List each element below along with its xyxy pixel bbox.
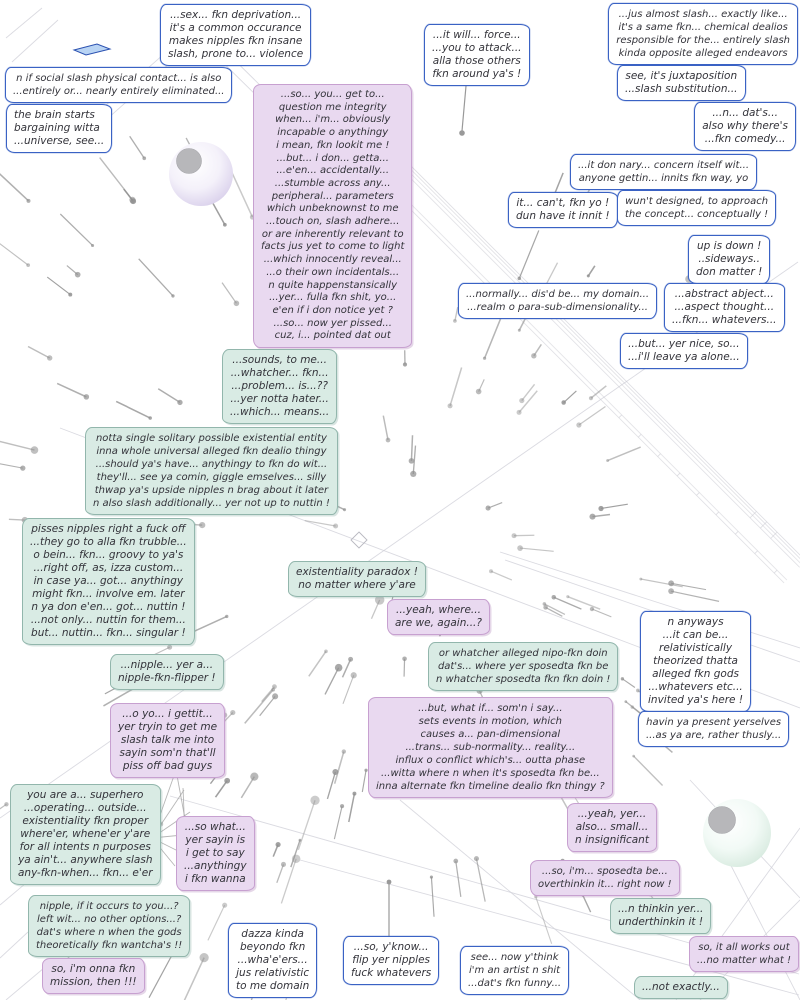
bubble-text-line: ...normally... dis'd be... my domain... [466, 289, 650, 300]
bubble-text-line: ...stumble across any... [274, 177, 391, 189]
bubble-text-line: e'en if i don notice yet ? [272, 304, 393, 316]
bubble-text-line: facts jus yet to come to light [261, 241, 405, 253]
bubble-text-line: ...wha'e'ers... [237, 954, 308, 966]
bubble-text-line: ...so, y'know... [353, 941, 429, 953]
bubble-text-line: where'er, whene'er y'are [20, 828, 151, 840]
bubble-text-line: existentiality fkn proper [22, 815, 149, 827]
bubble-text-line: ya ain't... anywhere slash [18, 854, 153, 866]
speech-bubble-force-you-to-attack [424, 24, 530, 86]
bubble-text-line: ...n... dat's... [712, 107, 778, 119]
bubble-text-line: overthinkin it... right now ! [538, 879, 672, 890]
bubble-text-line: don matter ! [696, 266, 763, 278]
bubble-text-line: ...trans... sub-normality... reality... [405, 742, 576, 753]
bubble-text-line: ...abstract abject... [674, 288, 774, 300]
bubble-text-line: you are a... superhero [27, 789, 144, 801]
bubble-text-line: ...aspect thought... [674, 301, 775, 313]
bubble-text-line: underthinkin it ! [618, 916, 704, 928]
speech-bubble-sounds-to-me [222, 349, 337, 424]
bubble-text-line: ...nipple... yer a... [120, 659, 214, 671]
bubble-text-line: ...as ya are, rather thusly... [646, 730, 782, 741]
bubble-text-line: ...o their own incidentals... [266, 266, 400, 278]
bubble-text-line: flip yer nipples [352, 954, 431, 966]
bubble-text-line: which unbeknownst to me [266, 203, 399, 215]
bubble-text-line: ...o yo... i gettit... [122, 708, 213, 720]
bubble-text-line: dat's... where yer sposedta fkn be [437, 661, 609, 672]
speech-bubble-juxtaposition [617, 65, 746, 101]
speech-bubble-up-is-down [688, 235, 770, 284]
bubble-text-line: ...so... you... get to... [280, 89, 385, 100]
bubble-text-line: influx o conflict which's... outta phase [395, 755, 586, 766]
speech-bubble-jus-almost-slash [608, 3, 798, 65]
speech-bubble-brain-bargains [6, 104, 112, 153]
bubble-text-line: ...universe, see... [14, 135, 105, 147]
bubble-text-line: slash, prone to... violence [168, 48, 304, 60]
bubble-text-line: for all intents n purposes [19, 841, 151, 853]
bubble-text-line: ...yeah, yer... [577, 808, 647, 820]
bubble-text-line: ...no matter what ! [696, 955, 791, 966]
bubble-text-line: ...n thinkin yer... [618, 903, 704, 915]
speech-bubble-social-contact [5, 67, 232, 103]
bubble-text-line: cuz, i... pointed dat out [274, 330, 391, 342]
bubble-text-line: dun have it innit ! [516, 210, 610, 222]
bubble-text-line: see, it's juxtaposition [625, 70, 738, 82]
bubble-text-line: also why there's [702, 120, 788, 132]
bubble-text-line: ...yer... fulla fkn shit, yo... [269, 292, 397, 304]
bubble-text-line: are we, again...? [395, 617, 482, 629]
speech-bubble-nipo-fkn-doin [428, 642, 618, 691]
bubble-text-line: ...whatcher... fkn... [230, 367, 329, 379]
bubble-text-line: in case ya... got... anythingy [33, 575, 184, 587]
bubble-text-line: nipple-fkn-flipper ! [118, 672, 216, 684]
bubble-text-line: peripheral... parameters [271, 190, 394, 202]
bubble-text-line: ...fkn comedy... [704, 133, 786, 145]
bubble-text-line: pisses nipples right a fuck off [31, 523, 186, 535]
bubble-text-line: responsible for the... entirely slash [616, 35, 790, 46]
bubble-text-line: yer tryin to get me [118, 721, 218, 733]
bubble-text-line: ...it don nary... concern itself wit... [578, 160, 750, 171]
bubble-text-line: or are inherently relevant to [261, 228, 404, 240]
bubble-text-line: theorized thatta [653, 655, 738, 667]
speech-bubble-pan-dimensional-what-if [368, 697, 613, 798]
bubble-text-line: when... i'm... obviously [275, 114, 391, 126]
speech-bubble-gods-invited-ya [640, 611, 751, 712]
speech-bubble-underthinkin-it [610, 898, 711, 934]
speech-bubble-why-theres-comedy [694, 102, 796, 151]
bubble-text-line: n anyways [667, 616, 724, 628]
bubble-text-line: sets events in motion, which [418, 716, 562, 727]
speech-bubble-nipple-flipper [110, 654, 224, 690]
bubble-text-line: ...but... i don... getta... [276, 152, 389, 164]
bubble-text-line: ...yer notta hater... [230, 393, 329, 405]
bubble-text-line: ...problem... is...?? [231, 380, 328, 392]
bubble-text-line: no matter where y'are [298, 579, 416, 591]
bubble-text-line: so, it all works out [698, 942, 790, 953]
bubble-text-line: n ya don e'en... got... nuttin ! [31, 601, 186, 613]
bubble-text-line: n if social slash physical contact... is also [16, 73, 222, 84]
bubble-text-line: i mean, fkn lookit me ! [276, 139, 390, 151]
bubble-text-line: or whatcher alleged nipo-fkn doin [438, 648, 608, 659]
bubble-text-line: ...so... now yer pissed... [273, 317, 392, 329]
speech-bubble-abstract-abject [664, 283, 785, 332]
bubble-text-line: ...operating... outside... [23, 802, 147, 814]
bubble-text-line: n quite happenstansically [268, 279, 397, 291]
speech-bubble-my-domain [458, 283, 657, 319]
bubble-text-line: piss off bad guys [122, 760, 213, 772]
speech-bubble-small-insignificant [567, 803, 657, 852]
speech-bubble-yeah-where-are-we [387, 599, 490, 635]
bubble-text-line: it... can't, fkn yo ! [516, 197, 610, 209]
bubble-text-line: the brain starts [14, 109, 95, 121]
bubble-text-line: fuck whatevers [351, 967, 432, 979]
bubble-text-line: jus relativistic [236, 967, 310, 979]
bubble-text-line: n whatcher sposedta fkn fkn doin ! [436, 674, 611, 685]
bubble-text-line: i'm an artist n shit [469, 965, 561, 976]
bubble-text-line: mission, then !!! [50, 976, 137, 988]
bubble-text-line: ...e'en... accidentally... [276, 165, 390, 177]
bubble-text-line: invited ya's here ! [648, 694, 744, 706]
speech-bubble-wunt-designed [617, 190, 776, 226]
speech-bubble-onna-mission [42, 958, 145, 994]
bubble-text-line: ...entirely or... nearly entirely eliminated... [13, 86, 225, 97]
bubble-text-line: yer sayin is [185, 834, 246, 846]
speech-bubble-artist-n-shit [460, 946, 569, 995]
bubble-text-line: bargaining witta [14, 122, 100, 134]
bubble-text-line: havin ya present yerselves [646, 717, 782, 728]
bubble-text-line: wun't designed, to approach [625, 196, 769, 207]
bubble-text-line: left wit... no other options...? [37, 914, 182, 925]
bubble-text-line: n also slash additionally... yer not up to nuttin ! [93, 498, 330, 509]
bubble-text-line: ...realm o para-sub-dimensionality... [467, 302, 648, 313]
bubble-text-line: ...should ya's have... anythingy to fkn do wit... [95, 459, 328, 470]
bubble-text-line: also... small... [575, 821, 649, 833]
bubble-text-line: it's a same fkn... chemical dealios [618, 22, 788, 33]
bubble-text-line: ...touch on, slash adhere... [266, 216, 400, 228]
bubble-text-line: might fkn... involve em. later [32, 588, 185, 600]
speech-bubble-pisses-nipples-off [22, 518, 195, 645]
bubble-text-line: slash talk me into [120, 734, 215, 746]
bubble-text-line: alla those others [432, 55, 521, 67]
bubble-text-line: causes a... pan-dimensional [420, 729, 561, 740]
bubble-text-line: ...sounds, to me... [232, 354, 327, 366]
bubble-text-line: alleged fkn gods [652, 668, 739, 680]
bubble-text-line: ...they go to alla fkn trubble... [30, 536, 187, 548]
bubble-text-line: fkn around ya's ! [432, 68, 522, 80]
bubble-text-line: notta single solitary possible existential entity [95, 433, 327, 444]
bubble-text-line: relativistically [659, 642, 733, 654]
bubble-text-line: nipple, if it occurs to you...? [39, 901, 179, 912]
bubble-text-line: to me domain [236, 980, 310, 992]
bubble-text-line: ...whatevers etc... [648, 681, 743, 693]
bubble-text-line: ...which... means... [230, 406, 330, 418]
bubble-text-line: ...right off, as, izza custom... [33, 562, 184, 574]
bubble-text-line: n insignificant [575, 834, 649, 846]
speech-bubble-piss-off-bad-guys [110, 703, 225, 778]
bubble-text-line: inna whole universal alleged fkn dealio thingy [96, 446, 327, 457]
bubble-text-line: question me integrity [278, 101, 387, 113]
speech-bubble-existentiality-paradox [288, 561, 426, 597]
bubble-text-line: ...it can be... [662, 629, 729, 641]
bubble-text-line: incapable o anythingy [277, 127, 389, 139]
bubble-text-line: ...but... yer nice, so... [628, 338, 740, 350]
bubble-text-line: ...anythingy [184, 860, 247, 872]
bubble-text-line: anyone gettin... innits fkn way, yo [578, 173, 749, 184]
bubble-text-line: the concept... conceptually ! [625, 209, 769, 220]
bubble-text-line: ...yeah, where... [396, 604, 481, 616]
speech-bubble-cant-fkn-yo [508, 192, 618, 228]
bubble-text-line: ...jus almost slash... exactly like... [618, 9, 788, 20]
speech-bubble-sex-deprivation [160, 4, 311, 66]
bubble-text-line: so, i'm onna fkn [51, 963, 136, 975]
bubble-text-line: ...it will... force... [432, 29, 521, 41]
bubble-text-line: ..sideways.. [698, 253, 760, 265]
bubble-text-line: up is down ! [697, 240, 762, 252]
bubble-text-line: ...not only... nuttin for them... [30, 614, 186, 626]
bubble-text-line: sayin som'n that'll [119, 747, 216, 759]
bubble-text-line: makes nipples fkn insane [168, 35, 303, 47]
bubble-text-line: thwap ya's upside nipples n brag about it later [94, 485, 329, 496]
bubble-text-line: dat's where n when the gods [36, 927, 182, 938]
speech-bubble-question-me-integrity [253, 84, 412, 348]
bubble-text-line: ...slash substitution... [625, 83, 738, 95]
bubble-text-line: ...which innocently reveal... [263, 254, 402, 266]
bubble-text-line: beyondo fkn [239, 941, 306, 953]
speech-bubble-leave-ya-alone [620, 333, 748, 369]
bubble-text-line: inna alternate fkn timeline dealio fkn thingy ? [376, 781, 605, 792]
bubble-text-line: ...fkn... whatevers... [672, 314, 777, 326]
bubble-text-line: ...witta where n when it's sposedta fkn be... [380, 768, 600, 779]
bubble-text-line: ...so, i'm... sposedta be... [541, 866, 668, 877]
bubble-text-line: existentiality paradox ! [296, 566, 418, 578]
bubble-text-line: ...but, what if... som'n i say... [418, 703, 563, 714]
speech-bubble-overthinkin-it [530, 860, 680, 896]
bubble-text-line: o bein... fkn... groovy to ya's [33, 549, 184, 561]
speech-bubble-gods-wantcha [28, 895, 190, 957]
bubble-text-line: ...so what... [184, 821, 246, 833]
bubble-text-line: ...dat's fkn funny... [468, 978, 562, 989]
bubble-text-line: see... now y'think [470, 952, 559, 963]
speech-bubble-beyondo-fkn [228, 923, 317, 998]
bubble-text-line: but... nuttin... fkn... singular ! [31, 627, 186, 639]
speech-bubble-superhero-outside [10, 784, 161, 885]
bubble-text-line: any-fkn-when... fkn... e'er [18, 867, 153, 879]
bubble-text-line: dazza kinda [241, 928, 304, 940]
bubble-text-line: it's a common occurance [169, 22, 302, 34]
speech-bubble-present-yerselves [638, 711, 789, 747]
bubble-text-line: i get to say [185, 847, 245, 859]
bubble-text-line: i fkn wanna [184, 873, 246, 885]
speech-bubble-flip-yer-nipples [343, 936, 439, 985]
bubble-text-line: ...sex... fkn deprivation... [170, 9, 302, 21]
speech-bubble-not-exactly [634, 976, 728, 999]
bubble-text-line: they'll... see ya comin, giggle emselves... silly [96, 472, 327, 483]
bubble-text-line: theoretically fkn wantcha's !! [36, 940, 183, 951]
bubble-text-line: ...i'll leave ya alone... [628, 351, 740, 363]
speech-bubble-all-works-out [689, 936, 799, 972]
speech-bubble-don-nary-concern [570, 154, 757, 190]
speech-bubble-say-anythingy [176, 816, 255, 891]
speech-bubble-notta-single-solitary [85, 427, 338, 515]
bubble-text-line: ...you to attack... [432, 42, 522, 54]
bubble-text-line: kinda opposite alleged endeavors [618, 48, 788, 59]
bubble-text-line: ...not exactly... [642, 981, 720, 993]
